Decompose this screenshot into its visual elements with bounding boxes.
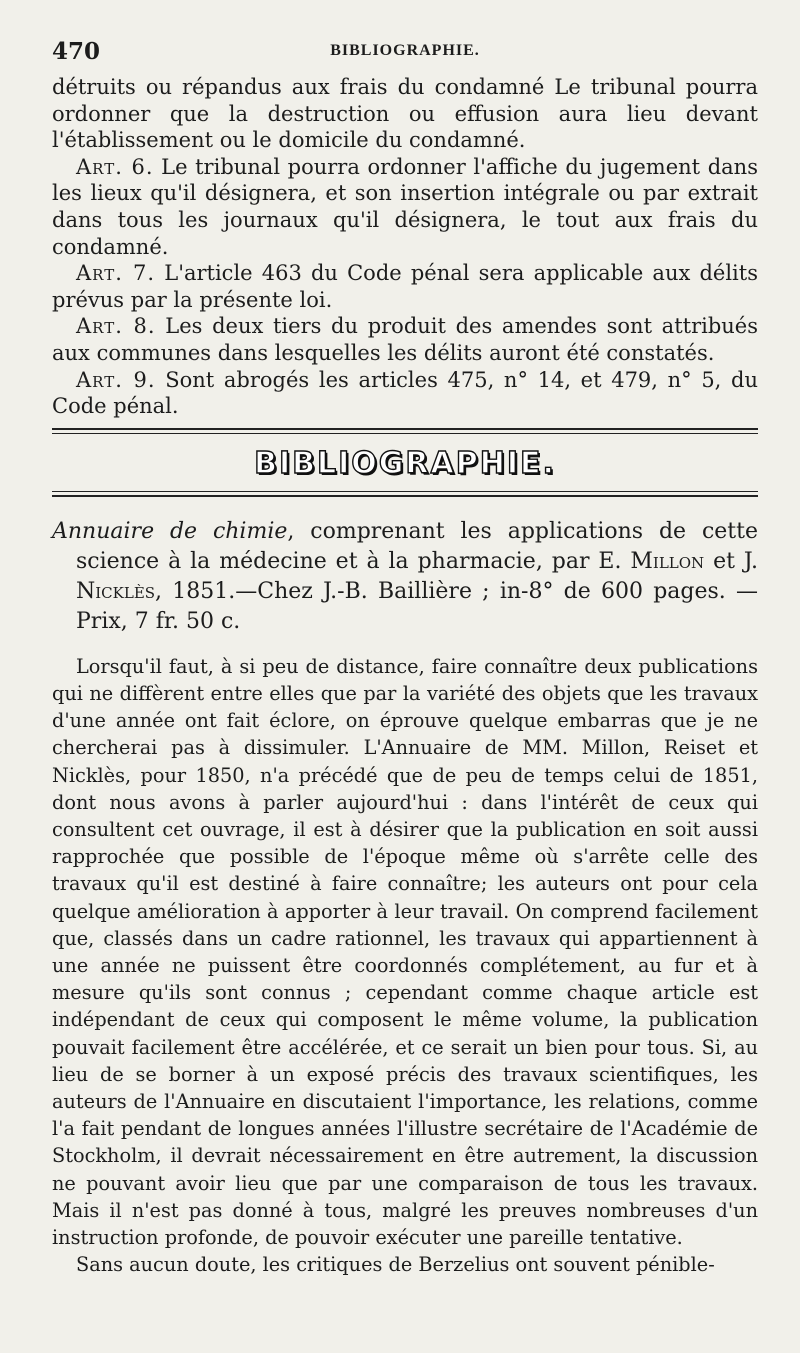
article-text: Les deux tiers du produit des amendes sont attribués aux communes dans lesquelles les délits auront été constatés. (52, 314, 758, 365)
article-text: Le tribunal pourra ordonner l'affiche du jugement dans les lieux qu'il désignera, et son insertion intégrale ou par extrait dans tous les journaux qu'il désignera, le tout aux frais du condamné. (52, 154, 758, 259)
article-label: Art. 9. (76, 367, 156, 392)
article-label: Art. 8. (76, 314, 156, 339)
article-8 (52, 313, 758, 366)
section-heading: BIBLIOGRAPHIE. (254, 445, 556, 481)
article-label: Art. 7. (76, 261, 156, 286)
review-paragraph: Lorsqu'il faut, à si peu de distance, faire connaître deux publications qui ne diffèrent entre elles que par la variété des objets que les travaux d'une année ont fait éclore, on éprouve quelque embarras que je ne chercherai pas à dissimuler. L'Annuaire de MM. Millon, Reiset et Nicklès, pour 1850, n'a précédé que de peu de temps celui de 1851, dont nous avons à parler aujourd'hui : dans l'intérêt de ceux qui consultent cet ouvrage, il est à désirer que la publication en soit aussi rapprochée que possible de l'époque même où s'arrête celle des travaux qu'il est destiné à faire connaître; les auteurs ont pour cela quelque amélioration à apporter à leur travail. On comprend facilement que, classés dans un cadre rationnel, les travaux qui appartiennent à une année ne puissent être coordonnés complétement, au fur et à mesure qu'ils sont connus ; cependant comme chaque article est indépendant de ceux qui composent le même volume, la publication pouvait facilement être accélérée, et ce serait un bien pour tous. Si, au lieu de se borner à un exposé précis des travaux scientifiques, les auteurs de l'Annuaire en discutaient l'importance, les relations, comme l'a fait pendant de longues années l'illustre secrétaire de l'Académie de Stockholm, il devrait nécessairement en être autrement, la discussion ne pouvant avoir lieu que par une comparaison de tous les travaux. Mais il n'est pas donné à tous, malgré les preuves nombreuses d'un instruction profonde, de pouvoir exécuter une pareille tentative. (52, 654, 758, 1249)
author-separator: et J. (704, 548, 758, 574)
law-continuation: détruits ou répandus aux frais du condamné Le tribunal pourra ordonner que la destruction ou effusion aura lieu devant l'établissement ou le domicile du condamné. (52, 75, 758, 153)
page-number: 470 (52, 38, 101, 65)
book-reference (52, 517, 758, 637)
book-description: , comprenant les applications de cette science à la médecine et à la pharmacie, par E. (76, 518, 758, 574)
author-name: Nicklès (76, 578, 156, 604)
running-header (52, 34, 758, 74)
section-rule-top (52, 428, 758, 434)
book-title: Annuaire de chimie (52, 518, 288, 544)
article-9 (52, 367, 758, 420)
article-text: L'article 463 du Code pénal sera applicable aux délits prévus par la présente loi. (52, 261, 758, 312)
article-6 (52, 154, 758, 260)
author-name: Millon (630, 548, 705, 574)
review-paragraph: Sans aucun doute, les critiques de Berzelius ont souvent pénible- (76, 1253, 715, 1277)
article-7 (52, 260, 758, 313)
article-text: Sont abrogés les articles 475, n° 14, et 479, n° 5, du Code pénal. (52, 367, 758, 419)
section-rule-bottom (52, 491, 758, 497)
running-title: BIBLIOGRAPHIE. (330, 42, 480, 59)
publication-details: , 1851.—Chez J.-B. Baillière ; in-8° de 600 pages. — Prix, 7 fr. 50 c. (76, 578, 758, 634)
article-label: Art. 6. (76, 154, 154, 179)
